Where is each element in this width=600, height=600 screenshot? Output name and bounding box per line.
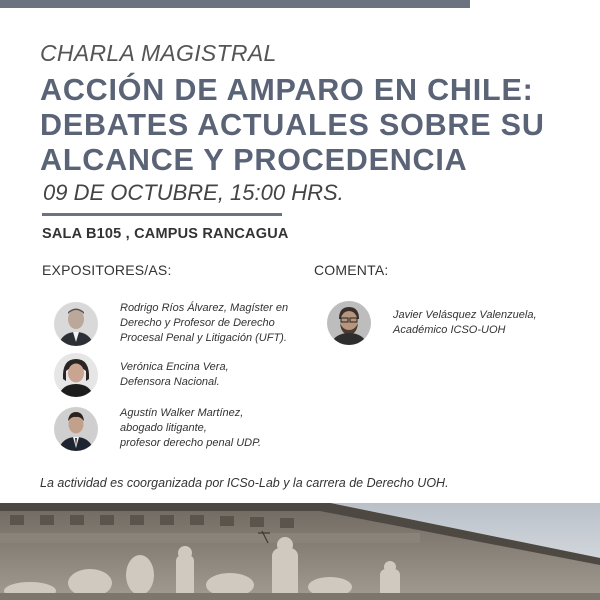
title-line-3: ALCANCE Y PROCEDENCIA — [40, 143, 468, 177]
commentator — [327, 301, 537, 345]
event-kicker: CHARLA MAGISTRAL — [40, 40, 277, 66]
speaker-2 — [54, 353, 229, 397]
commentator-line-2: Académico ICSO-UOH — [393, 324, 506, 336]
speaker-3-line-1: Agustín Walker Martínez, — [120, 407, 244, 419]
speaker-1-line-2: Derecho y Profesor de Derecho — [120, 317, 275, 329]
speakers-heading: EXPOSITORES/AS: — [42, 262, 172, 278]
speaker-1 — [54, 301, 288, 346]
speaker-1-line-3: Procesal Penal y Litigación (UFT). — [120, 332, 287, 344]
building-photo — [0, 503, 600, 600]
speaker-3-avatar — [54, 407, 98, 451]
top-accent-bar — [0, 0, 470, 8]
speaker-2-line-1: Verónica Encina Vera, — [120, 361, 229, 373]
commentator-line-1: Javier Velásquez Valenzuela, — [393, 309, 537, 321]
speaker-3-line-2: abogado litigante, — [120, 422, 207, 434]
speaker-1-line-1: Rodrigo Ríos Álvarez, Magíster en — [120, 302, 289, 314]
commentator-avatar — [327, 301, 371, 345]
divider-rule — [42, 213, 282, 216]
title-line-1: ACCIÓN DE AMPARO EN CHILE: — [40, 73, 534, 107]
title-line-2: DEBATES ACTUALES SOBRE SU — [40, 108, 545, 142]
commentator-heading: COMENTA: — [314, 262, 389, 278]
commentator-description — [393, 308, 537, 338]
speaker-3 — [54, 406, 261, 451]
speaker-2-line-2: Defensora Nacional. — [120, 376, 220, 388]
event-venue: SALA B105 , CAMPUS RANCAGUA — [42, 226, 289, 242]
organizers-note: La actividad es coorganizada por ICSo-Lab y la carrera de Derecho UOH. — [40, 476, 449, 490]
speaker-1-avatar — [54, 302, 98, 346]
event-date: 09 DE OCTUBRE, 15:00 HRS. — [43, 180, 344, 205]
speaker-3-line-3: profesor derecho penal UDP. — [120, 437, 262, 449]
speaker-2-description — [120, 360, 229, 390]
speaker-3-description — [120, 406, 261, 451]
speaker-1-description — [120, 301, 288, 346]
speaker-2-avatar — [54, 353, 98, 397]
event-title — [40, 73, 585, 178]
